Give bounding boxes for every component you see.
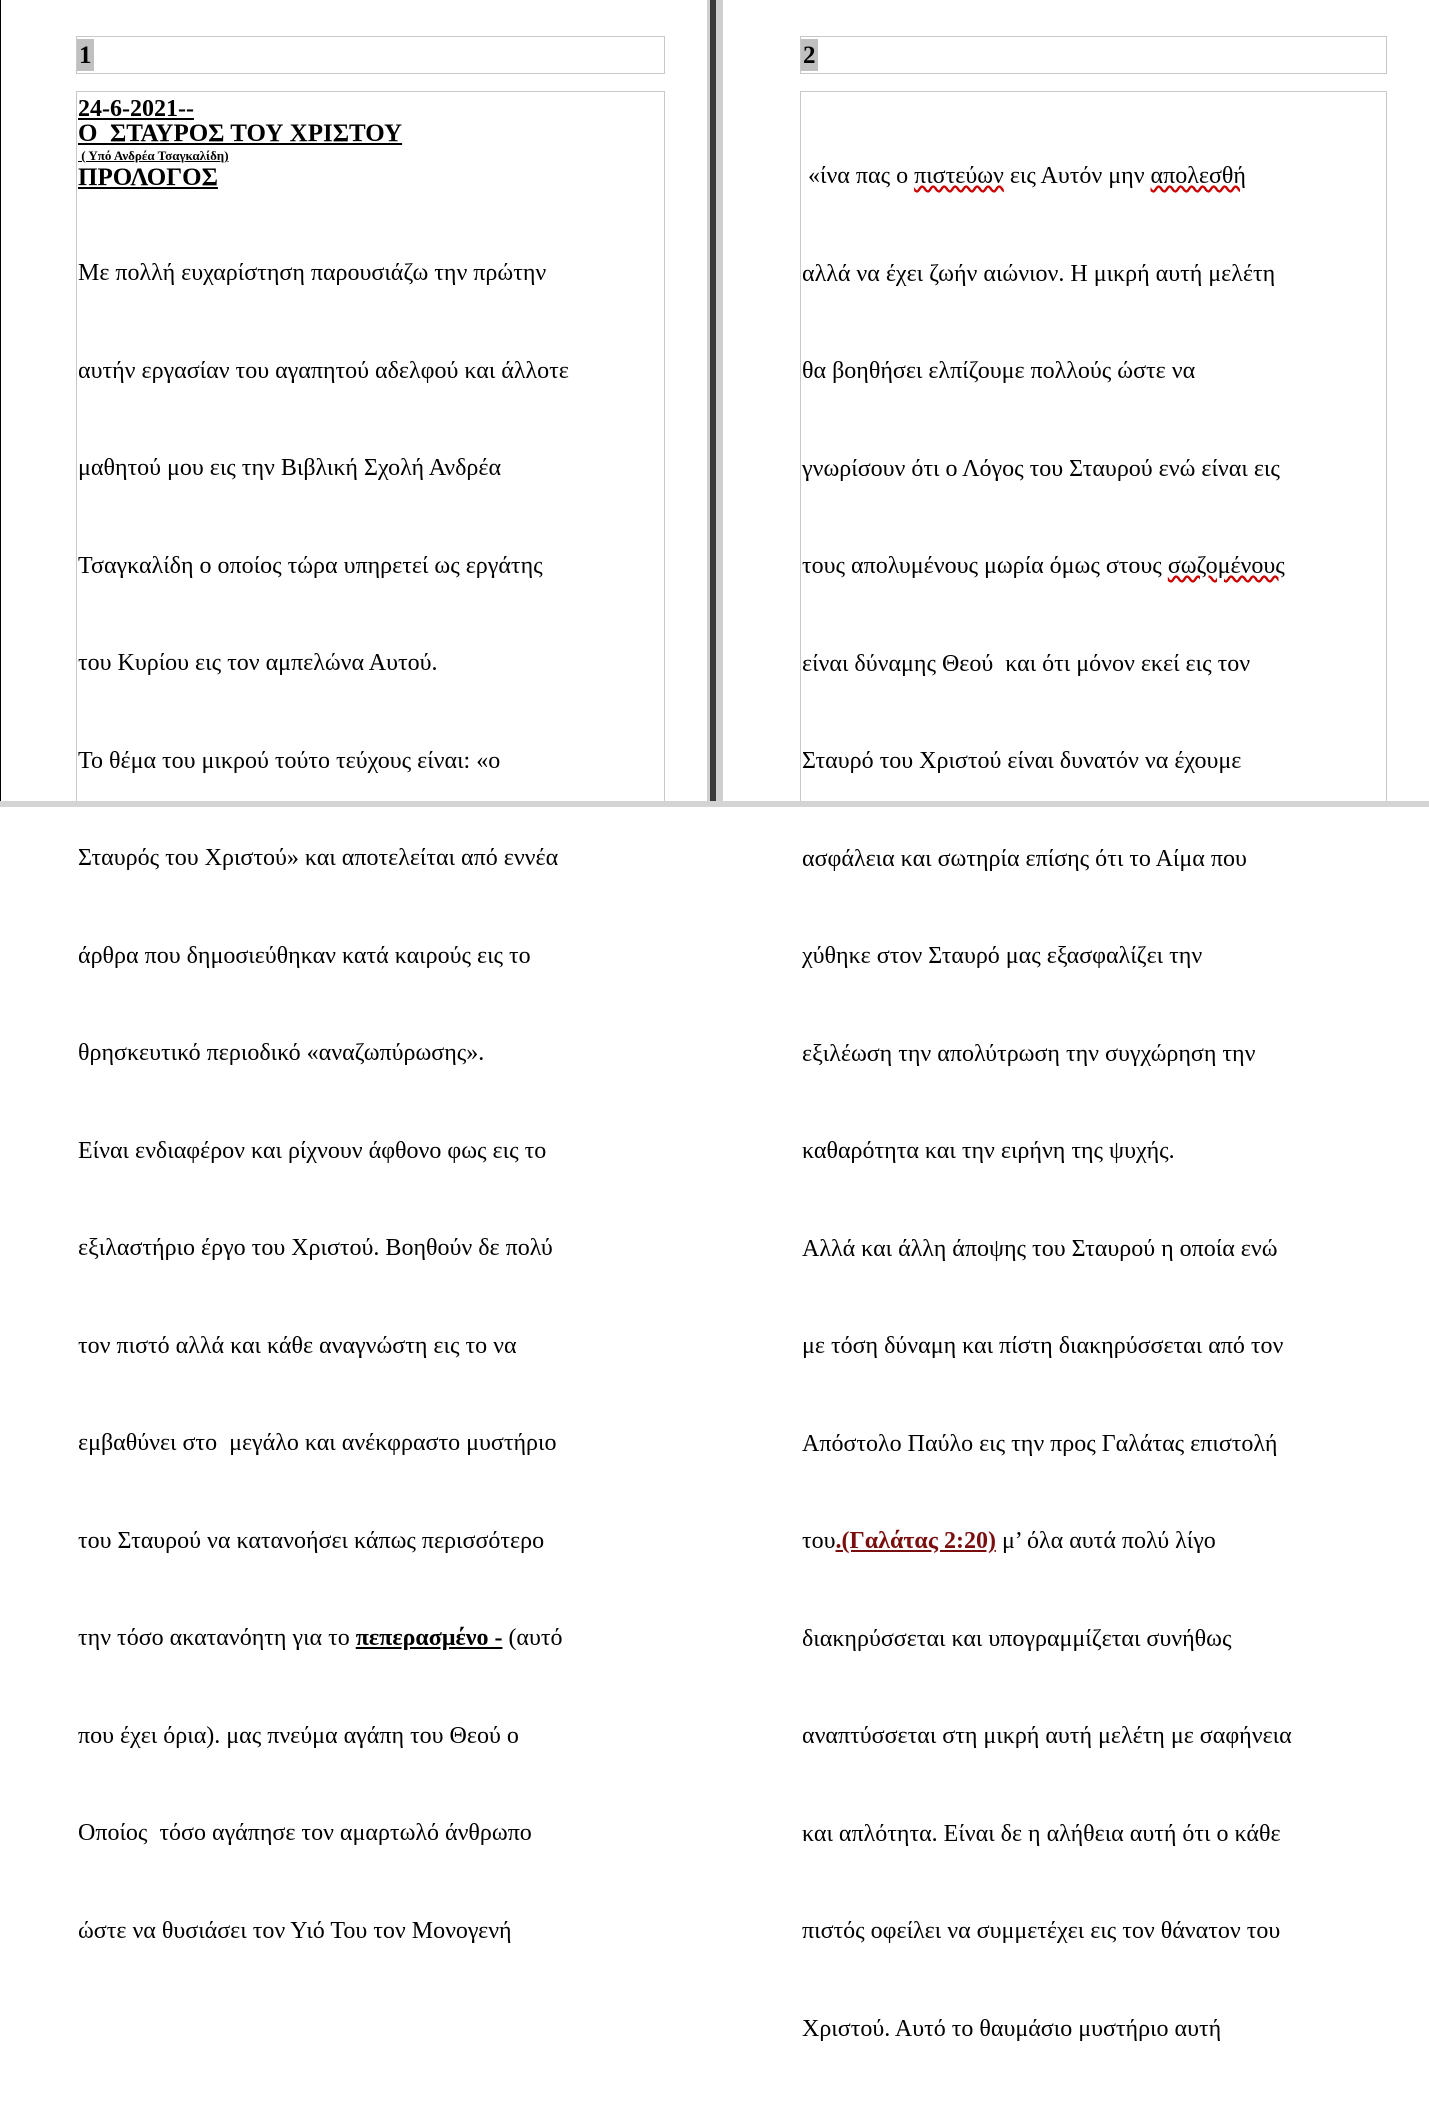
text-span: τους απολυμένους μωρία όμως στους [802,553,1168,579]
spellcheck-word[interactable]: σωζομένους [1167,553,1285,579]
bold-term: πεπερασμένο - [355,1625,503,1651]
text-line: αυτήν εργασίαν του αγαπητού αδελφού και άλλοτε [78,357,569,384]
text-line: εξιλέωση την απολύτρωση την συγχώρηση την [802,1040,1256,1067]
text-line: ώστε να θυσιάσει τον Υιό Του τον Μονογενή [78,1917,512,1944]
text-line: Είναι ενδιαφέρον και ρίχνουν άφθονο φως εις το [78,1137,547,1164]
text-span: «ίνα πας ο [802,163,915,189]
text-line: που έχει όρια). μας πνεύμα αγάπη του Θεού ο [78,1722,519,1749]
scripture-reference-link[interactable]: .(Γαλάτας 2:20) [835,1528,996,1554]
body-paragraph [802,95,1386,2110]
page-body[interactable] [76,91,665,1944]
text-line: αναπτύσσεται στη μικρή αυτή μελέτη με σαφήνεια [802,1723,1292,1749]
text-line: Οποίος τόσο αγάπησε τον αμαρτωλό άνθρωπο [78,1820,532,1846]
text-line: γνωρίσουν ότι ο Λόγος του Σταυρού ενώ είναι εις [802,455,1280,482]
text-line: είναι δύναμης Θεού και ότι μόνον εκεί εις τον [802,650,1251,677]
text-line: εξιλαστήριο έργο του Χριστού. Βοηθούν δε πολύ [78,1235,553,1261]
body-paragraph [78,192,664,2012]
text-line: του Κυρίου εις τον αμπελώνα Αυτού. [78,650,438,676]
text-line: χύθηκε στον Σταυρό μας εξασφαλίζει την [802,943,1203,969]
text-span: την τόσο ακατανόητη για το [78,1625,356,1651]
text-line: Απόστολο Παύλο εις την προς Γαλάτας επιστολή [802,1430,1278,1457]
text-line: Με πολλή ευχαρίστηση παρουσιάζω την πρώτην [78,260,547,286]
page-header[interactable] [800,36,1387,74]
text-line [802,1525,1386,1558]
text-line: Χριστού. Αυτό το θαυμάσιο μυστήριο αυτή [802,2015,1222,2042]
page-number: 1 [77,39,94,71]
page-header[interactable] [76,36,665,74]
text-line: εμβαθύνει στο μεγάλο και ανέκφραστο μυστήριο [78,1430,557,1456]
text-line [802,550,1386,583]
text-line [78,1622,664,1655]
text-span: εις Αυτόν μην [1003,163,1151,189]
horizontal-scrollbar-track[interactable] [0,801,1429,807]
article-date: 24-6-2021-- [78,96,194,122]
text-line: και απλότητα. Είναι δε η αλήθεια αυτή ότι ο κάθε [802,1820,1281,1847]
text-line: με τόση δύναμη και πίστη διακηρύσσεται από τον [802,1333,1284,1359]
text-line: Σταυρό του Χριστού είναι δυνατόν να έχουμε [802,748,1242,774]
page-body[interactable] [800,91,1387,2042]
text-line: Σταυρός του Χριστού» και αποτελείται από εννέα [78,845,559,871]
text-line: θρησκευτικό περιοδικό «αναζωπύρωσης». [78,1040,485,1066]
text-line: Αλλά και άλλη άποψης του Σταυρού η οποία ενώ [802,1235,1278,1262]
text-line [802,160,1386,193]
text-span: (αυτό [502,1625,563,1651]
page-number: 2 [801,39,818,71]
spellcheck-word[interactable]: πιστεύων [914,163,1004,189]
page-divider [707,0,723,807]
text-line: Το θέμα του μικρού τούτο τεύχους είναι: «ο [78,747,501,774]
text-line: Τσαγκαλίδη ο οποίος τώρα υπηρετεί ως εργάτης [78,552,543,579]
text-line: αλλά να έχει ζωήν αιώνιον. Η μικρή αυτή μελέτη [802,260,1276,287]
article-title: Ο ΣΤΑΥΡΟΣ ΤΟΥ ΧΡΙΣΤΟΥ [78,120,403,147]
text-span: μ’ όλα αυτά πολύ λίγο [995,1528,1216,1554]
text-line: πιστός οφείλει να συμμετέχει εις τον θάνατον του [802,1918,1281,1944]
page-divider-bar [710,0,716,807]
text-line: θα βοηθήσει ελπίζουμε πολλούς ώστε να [802,358,1196,384]
text-line: τον πιστό αλλά και κάθε αναγνώστη εις το να [78,1332,517,1359]
text-line: του Σταυρού να κατανοήσει κάπως περισσότερο [78,1527,545,1554]
text-line: διακηρύσσεται και υπογραμμίζεται συνήθως [802,1625,1232,1652]
article-author: ( Υπό Ανδρέα Τσαγκαλίδη) [78,148,229,163]
text-line: καθαρότητα και την ειρήνη της ψυχής. [802,1138,1175,1164]
document-page-2 [723,0,1429,2042]
text-line: μαθητού μου εις την Βιβλική Σχολή Ανδρέα [78,455,502,481]
prologue-heading: ΠΡΟΛΟΓΟΣ [78,164,218,191]
document-page-1 [0,0,707,1944]
spellcheck-word[interactable]: απολεσθή [1150,163,1246,189]
text-span: του [802,1528,836,1554]
text-line: ασφάλεια και σωτηρία επίσης ότι το Αίμα που [802,845,1247,872]
text-line: άρθρα που δημοσιεύθηκαν κατά καιρούς εις το [78,942,531,969]
